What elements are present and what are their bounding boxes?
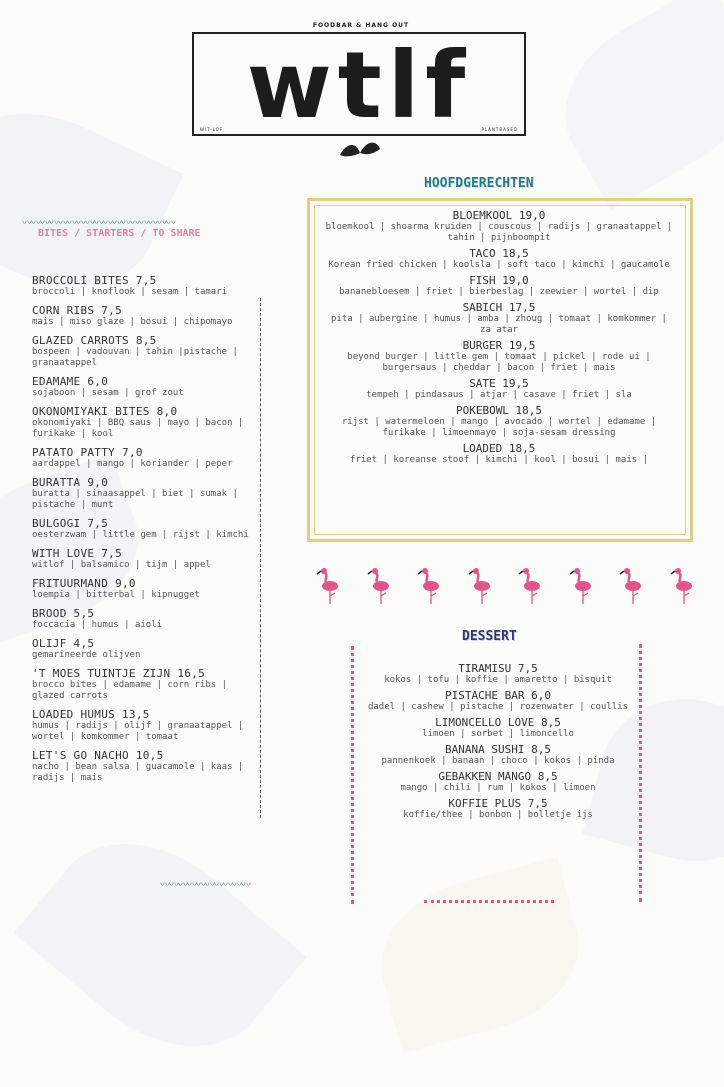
dessert-item-description: koffie/thee | bonbon | bolletje ijs (403, 810, 593, 820)
dessert-dots-bottom (424, 900, 554, 903)
bites-item-description: witlof | balsamico | tijm | appel (32, 560, 211, 570)
bites-title: BITES / STARTERS / TO SHARE (38, 228, 201, 239)
dessert-dots-right (639, 644, 642, 902)
dessert-item-description: mango | chili | rum | kokos | limoen (400, 783, 596, 793)
hoofd-item (324, 404, 674, 439)
bites-zigzag-bottom: 〰〰〰〰〰〰〰〰〰〰 (160, 880, 250, 891)
dessert-item-description: limoen | sorbet | limoncello (422, 729, 574, 739)
hoofd-item (324, 442, 674, 466)
bites-item-name: BURATTA 9,0 (32, 476, 109, 489)
dessert-item (366, 662, 630, 686)
dessert-item-description: pannenkoek | banaan | choco | kokos | pinda (381, 756, 615, 766)
dessert-item (366, 689, 630, 713)
bites-item-name: LOADED HUMUS 13,5 (32, 708, 150, 721)
hoofd-item (324, 247, 674, 271)
bites-item-name: BROOD 5,5 (32, 607, 95, 620)
dessert-item-name: LIMONCELLO LOVE 8,5 (435, 716, 561, 729)
hoofd-item (324, 339, 674, 374)
bites-item-name: BROCCOLI BITES 7,5 (32, 274, 157, 287)
flamingo-row (315, 566, 695, 606)
hoofd-item (324, 209, 674, 244)
bites-item (32, 304, 262, 328)
logo-frame (192, 32, 526, 139)
bites-item-description: bospeen | vadouvan | tahin |pistache | granaatappel (32, 347, 238, 368)
bites-list (32, 274, 262, 790)
hoofd-item-description: beyond burger | little gem | tomaat | pickel | rode ui | burgersaus | cheddar | bacon | friet | mais (347, 352, 651, 373)
dessert-title: DESSERT (462, 629, 517, 644)
bites-item-description: buratta | sinaasappel | biet | sumak | pistache | munt (32, 489, 238, 510)
logo-right-caption: PLANTBASED (481, 127, 518, 132)
bites-item-description: aardappel | mango | koriander | peper (32, 459, 233, 469)
bites-item-description: nacho | bean salsa | guacamole | kaas | radijs | mais (32, 762, 244, 783)
dessert-item-name: BANANA SUSHI 8,5 (445, 743, 551, 756)
bites-item-name: LET'S GO NACHO 10,5 (32, 749, 164, 762)
bites-item (32, 334, 262, 369)
hoofd-item (324, 274, 674, 298)
hoofd-item-description: pita | aubergine | humus | amba | zhoug | tomaat | komkommer | za atar (331, 314, 667, 335)
dessert-item-name: TIRAMISU 7,5 (458, 662, 538, 675)
hoofd-item-name: POKEBOWL 18,5 (455, 404, 543, 417)
hoofd-item-description: tempeh | pindasaus | atjar | casave | friet | sla (366, 390, 632, 400)
dessert-item-name: GEBAKKEN MANGO 8,5 (438, 770, 558, 783)
dessert-item-description: dadel | cashew | pistache | rozenwater | coullis (367, 702, 629, 712)
bites-item-description: foccacia | humus | aioli (32, 620, 163, 630)
bites-item-name: OLIJF 4,5 (32, 637, 95, 650)
dessert-item (366, 797, 630, 821)
dessert-dots-left (351, 646, 354, 904)
bites-item-name: GLAZED CARROTS 8,5 (32, 334, 157, 347)
bites-item-description: brocco bites | edamame | corn ribs | glazed carrots (32, 680, 228, 701)
hoofd-item-name: TACO 18,5 (469, 247, 529, 260)
logo-wordmark: wtlf (246, 32, 472, 139)
bites-item-name: EDAMAME 6,0 (32, 375, 109, 388)
hoofd-item-name: LOADED 18,5 (462, 442, 536, 455)
bites-zigzag-top: 〰〰〰〰〰〰〰〰〰〰〰〰〰〰〰〰〰 (22, 218, 175, 229)
dessert-list (366, 662, 630, 824)
bites-item (32, 375, 262, 399)
background-leaf (13, 803, 306, 1087)
dessert-item (366, 743, 630, 767)
bites-item (32, 476, 262, 511)
logo-left-caption: WIT-LOF (200, 127, 224, 132)
hoofd-item-description: bloemkool | shoarma kruiden | couscous | radijs | granaatappel | tahin | pijnboompit (325, 222, 673, 243)
bites-item-name: 'T MOES TUINTJE ZIJN 16,5 (32, 667, 206, 680)
dessert-item (366, 716, 630, 740)
logo-tagline: FOODBAR & HANG OUT (312, 22, 410, 29)
leaf-logo-icon (336, 137, 384, 161)
hoofd-item-description: bananebloesem | friet | bierbeslag | zeewier | wortel | dip (339, 287, 659, 297)
hoofd-item-name: SABICH 17,5 (462, 301, 536, 314)
hoofd-frame (307, 198, 693, 542)
bites-item (32, 446, 262, 470)
bites-item-name: FRITUURMAND 9,0 (32, 577, 136, 590)
hoofd-item (324, 301, 674, 336)
hoofd-item-description: Korean fried chicken | koolsla | soft taco | kimchi | gaucamole (328, 260, 670, 270)
dessert-item-name: PISTACHE BAR 6,0 (445, 689, 551, 702)
flamingo-icon (568, 566, 594, 606)
bites-item-description: humus | radijs | olijf | granaatappel | wortel | komkommer | tomaat (32, 721, 244, 742)
dessert-item-description: kokos | tofu | koffie | amaretto | bisquit (384, 675, 612, 685)
bites-item-name: BULGOGI 7,5 (32, 517, 109, 530)
logo (192, 22, 530, 142)
bites-item (32, 667, 262, 702)
hoofd-list (324, 209, 674, 469)
hoofd-item-name: SATE 19,5 (469, 377, 529, 390)
background-leaf (536, 0, 724, 210)
flamingo-icon (366, 566, 392, 606)
bites-item-name: WITH LOVE 7,5 (32, 547, 122, 560)
bites-item-description: loempia | bitterbal | kipnugget (32, 590, 200, 600)
flamingo-icon (315, 566, 341, 606)
hoofd-item-description: rijst | watermeloen | mango | avocado | wortel | edamame | furikake | limoenmayo | soja-sesam dressing (341, 417, 657, 438)
bites-item-name: CORN RIBS 7,5 (32, 304, 122, 317)
bites-item (32, 274, 262, 298)
bites-item (32, 577, 262, 601)
bites-item (32, 607, 262, 631)
bites-item (32, 637, 262, 661)
hoofd-item-description: friet | koreanse stoof | kimchi | kool | bosui | mais | (349, 455, 648, 465)
bites-item (32, 749, 262, 784)
hoofd-item-name: FISH 19,0 (469, 274, 529, 287)
bites-item-description: sojaboon | sesam | grof zout (32, 388, 184, 398)
bites-item (32, 547, 262, 571)
bites-item-name: PATATO PATTY 7,0 (32, 446, 143, 459)
flamingo-icon (618, 566, 644, 606)
flamingo-icon (416, 566, 442, 606)
flamingo-icon (517, 566, 543, 606)
bites-item-name: OKONOMIYAKI BITES 8,0 (32, 405, 178, 418)
flamingo-icon (669, 566, 695, 606)
flamingo-icon (467, 566, 493, 606)
bites-divider (260, 298, 261, 818)
dessert-item-name: KOFFIE PLUS 7,5 (448, 797, 548, 810)
bites-item-description: gemarineerde olijven (32, 650, 141, 660)
bites-item-description: okonomiyaki | BBQ saus | mayo | bacon | furikake | kool (32, 418, 244, 439)
bites-item-description: mais | miso glaze | bosui | chipomayo (32, 317, 233, 327)
hoofd-title: HOOFDGERECHTEN (424, 176, 534, 191)
bites-item (32, 405, 262, 440)
hoofd-item (324, 377, 674, 401)
bites-item (32, 517, 262, 541)
hoofd-item-name: BLOEMKOOL 19,0 (452, 209, 546, 222)
dessert-item (366, 770, 630, 794)
bites-item-description: oesterzwam | little gem | rijst | kimchi (32, 530, 249, 540)
hoofd-item-name: BURGER 19,5 (462, 339, 536, 352)
bites-item-description: broccoli | knoflook | sesam | tamari (32, 287, 228, 297)
bites-item (32, 708, 262, 743)
